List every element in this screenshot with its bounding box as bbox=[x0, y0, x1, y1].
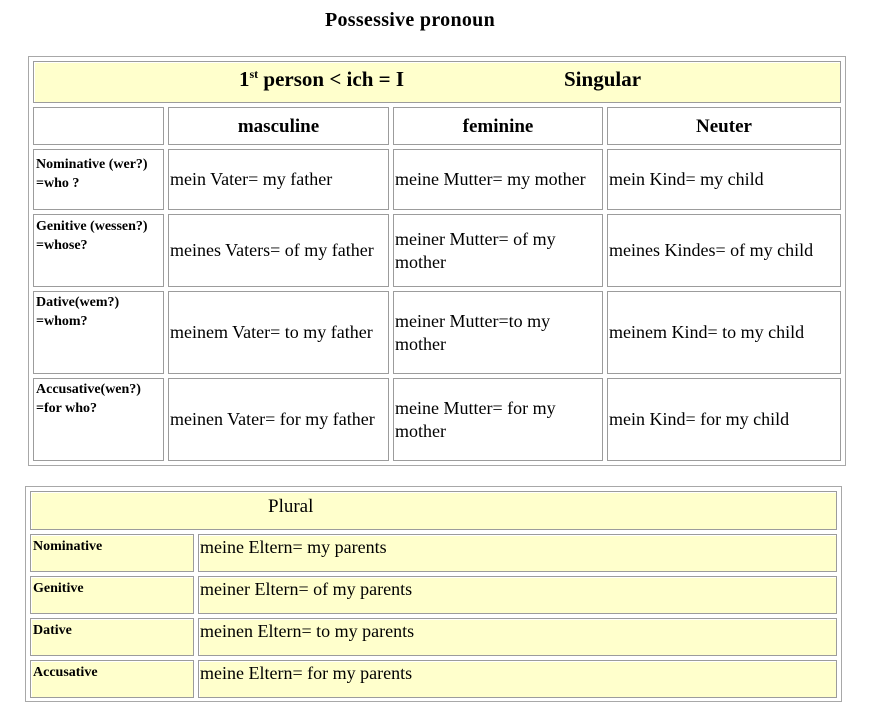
person-label: 1st person < ich = I bbox=[239, 67, 405, 91]
nominative-neuter: mein Kind= my child bbox=[607, 149, 841, 210]
dative-neuter: meinem Kind= to my child bbox=[607, 291, 841, 374]
header-masculine: masculine bbox=[168, 107, 389, 145]
case-accusative: Accusative(wen?) =for who? bbox=[33, 378, 164, 461]
genitive-feminine: meiner Mutter= of my mother bbox=[393, 214, 603, 287]
plural-header-cell bbox=[30, 491, 837, 530]
case-genitive: Genitive (wessen?) =whose? bbox=[33, 214, 164, 287]
number-label: Singular bbox=[564, 67, 642, 91]
plural-value-dative: meinen Eltern= to my parents bbox=[198, 618, 837, 656]
plural-case-nominative: Nominative bbox=[30, 534, 194, 572]
genitive-masculine: meines Vaters= of my father bbox=[168, 214, 389, 287]
plural-case-genitive: Genitive bbox=[30, 576, 194, 614]
case-dative: Dative(wem?) =whom? bbox=[33, 291, 164, 374]
nominative-feminine: meine Mutter= my mother bbox=[393, 149, 603, 210]
plural-title: Plural bbox=[268, 496, 314, 517]
genitive-neuter: meines Kindes= of my child bbox=[607, 214, 841, 287]
accusative-neuter: mein Kind= for my child bbox=[607, 378, 841, 461]
plural-value-nominative: meine Eltern= my parents bbox=[198, 534, 837, 572]
plural-value-genitive: meiner Eltern= of my parents bbox=[198, 576, 837, 614]
case-nominative: Nominative (wer?) =who ? bbox=[33, 149, 164, 210]
dative-feminine: meiner Mutter=to my mother bbox=[393, 291, 603, 374]
header-feminine: feminine bbox=[393, 107, 603, 145]
plural-table bbox=[25, 486, 842, 702]
plural-case-accusative: Accusative bbox=[30, 660, 194, 698]
singular-header-cell bbox=[33, 61, 841, 103]
singular-table bbox=[28, 56, 846, 466]
header-empty-cell bbox=[33, 107, 164, 145]
header-neuter: Neuter bbox=[607, 107, 841, 145]
plural-value-accusative: meine Eltern= for my parents bbox=[198, 660, 837, 698]
accusative-masculine: meinen Vater= for my father bbox=[168, 378, 389, 461]
accusative-feminine: meine Mutter= for my mother bbox=[393, 378, 603, 461]
nominative-masculine: mein Vater= my father bbox=[168, 149, 389, 210]
plural-case-dative: Dative bbox=[30, 618, 194, 656]
page-title: Possessive pronoun bbox=[324, 9, 496, 31]
dative-masculine: meinem Vater= to my father bbox=[168, 291, 389, 374]
